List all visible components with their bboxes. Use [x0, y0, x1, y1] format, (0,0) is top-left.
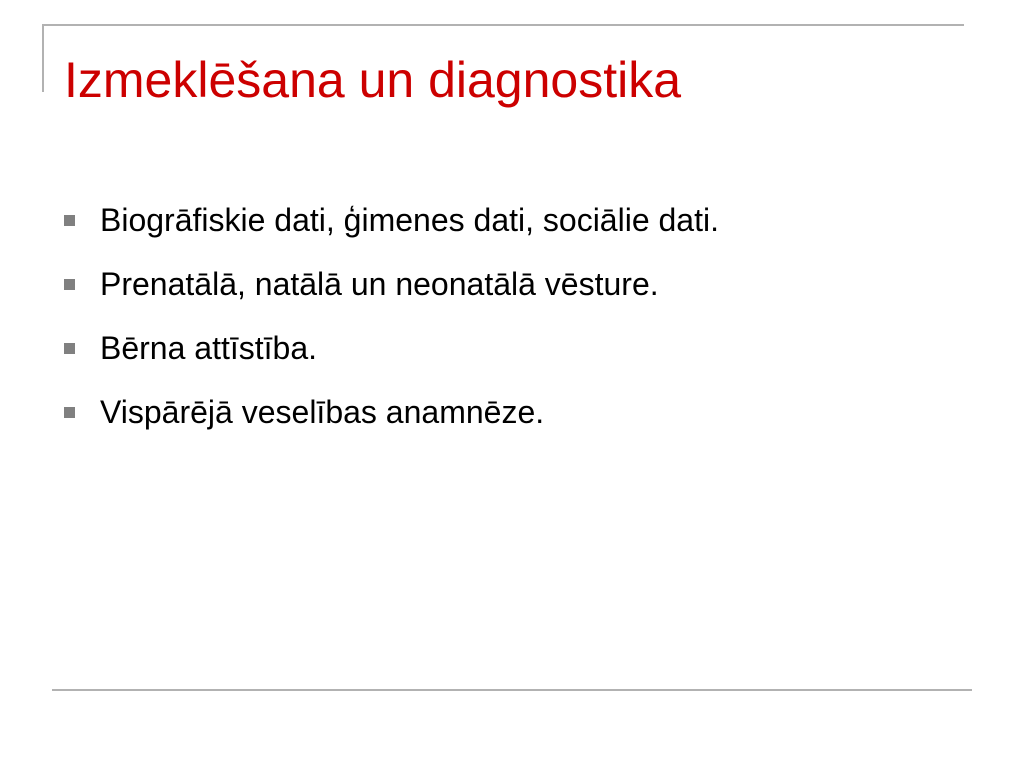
frame-left-line [42, 24, 44, 92]
square-bullet-icon [64, 215, 75, 226]
bullet-text: Prenatālā, natālā un neonatālā vēsture. [100, 265, 659, 302]
bullet-item [64, 252, 719, 316]
bullet-text: Biogrāfiskie dati, ģimenes dati, sociālie dati. [100, 201, 719, 238]
bullet-list [64, 188, 719, 444]
square-bullet-icon [64, 407, 75, 418]
slide-title: Izmeklēšana un diagnostika [64, 52, 682, 108]
bullet-text: Bērna attīstība. [100, 329, 318, 366]
footer-line [52, 689, 972, 691]
bullet-item [64, 188, 719, 252]
frame-top-line [42, 24, 964, 26]
bullet-item [64, 316, 719, 380]
square-bullet-icon [64, 343, 75, 354]
bullet-text: Vispārējā veselības anamnēze. [100, 393, 545, 430]
square-bullet-icon [64, 279, 75, 290]
bullet-item [64, 380, 719, 444]
